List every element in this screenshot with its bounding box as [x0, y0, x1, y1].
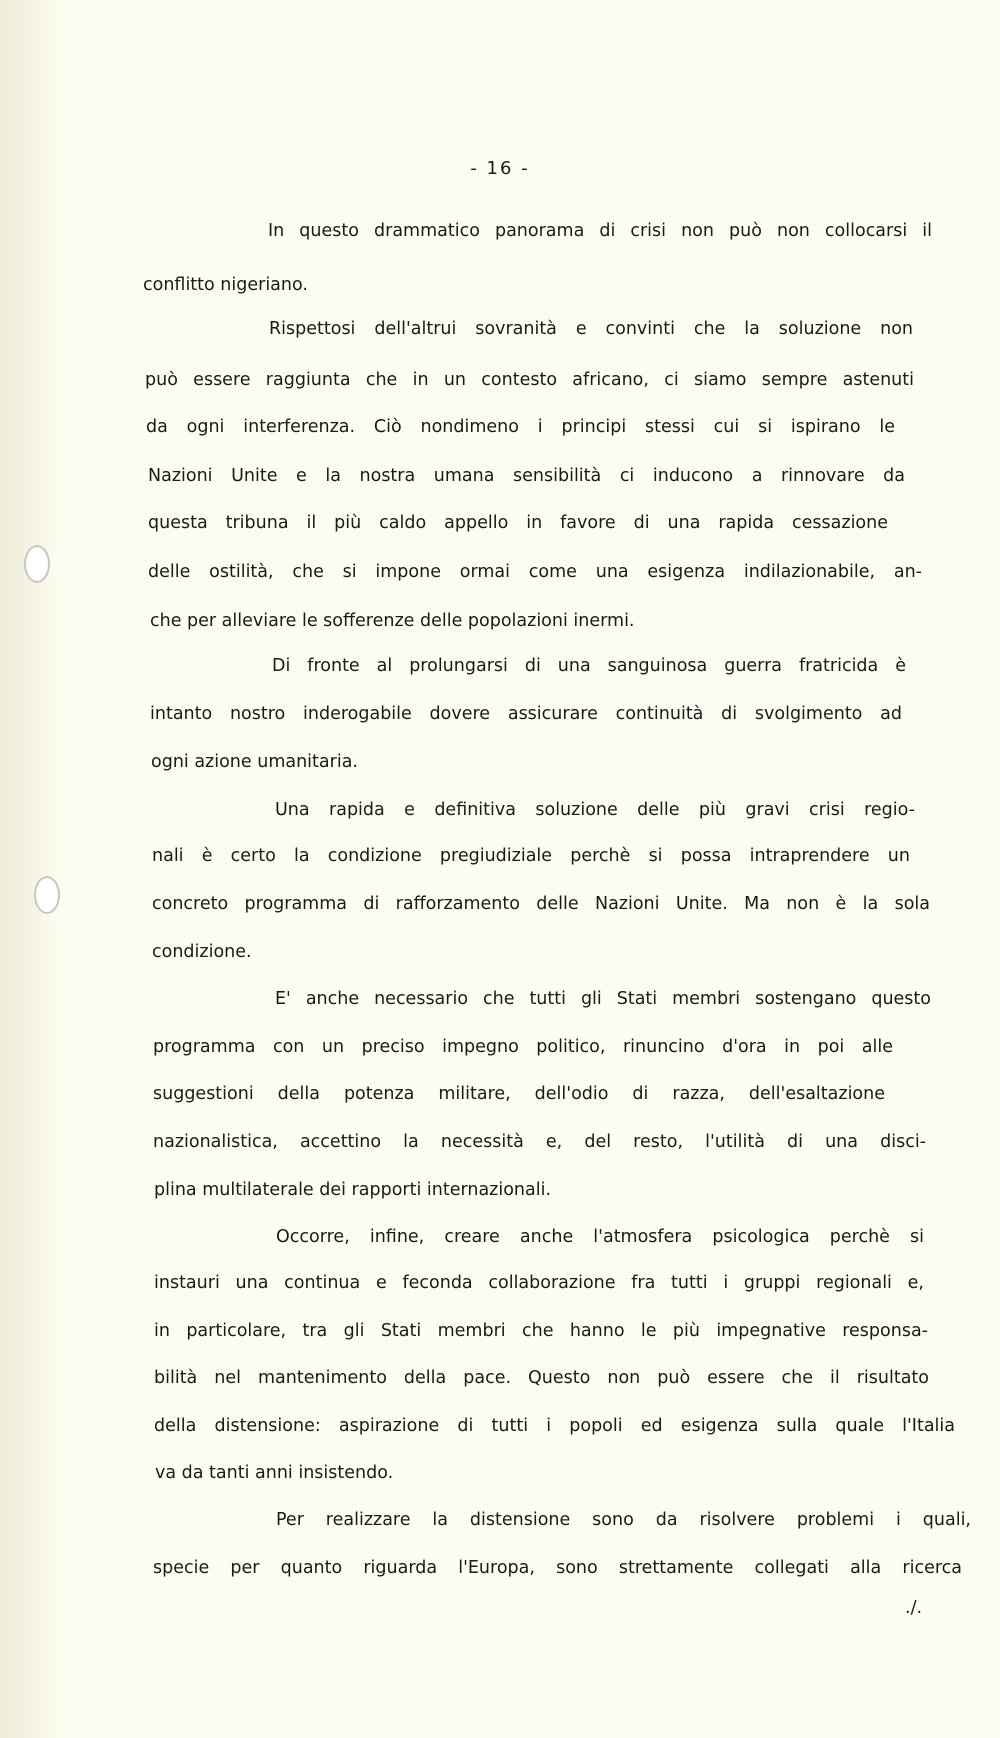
- text-line: ogni azione umanitaria.: [151, 752, 358, 772]
- text-line: In questo drammatico panorama di crisi non può non collocarsi il: [268, 221, 932, 241]
- text-line: E' anche necessario che tutti gli Stati membri sostengano questo: [275, 989, 931, 1009]
- text-line: bilità nel mantenimento della pace. Questo non può essere che il risultato: [154, 1368, 929, 1388]
- text-line: va da tanti anni insistendo.: [155, 1463, 394, 1483]
- text-line: Nazioni Unite e la nostra umana sensibilità ci inducono a rinnovare da: [148, 466, 905, 486]
- text-line: plina multilaterale dei rapporti internazionali.: [154, 1180, 552, 1200]
- text-line: Occorre, infine, creare anche l'atmosfera psicologica perchè si: [276, 1227, 924, 1247]
- text-line: questa tribuna il più caldo appello in favore di una rapida cessazione: [148, 513, 888, 533]
- continuation-mark: ./.: [905, 1598, 923, 1618]
- text-line: programma con un preciso impegno politico, rinuncino d'ora in poi alle: [153, 1037, 893, 1057]
- text-line: delle ostilità, che si impone ormai come una esigenza indilazionabile, an-: [148, 562, 922, 582]
- text-line: Per realizzare la distensione sono da risolvere problemi i quali,: [276, 1510, 971, 1530]
- text-line: da ogni interferenza. Ciò nondimeno i principi stessi cui si ispirano le: [146, 417, 895, 437]
- text-line: Rispettosi dell'altrui sovranità e convinti che la soluzione non: [269, 319, 913, 339]
- text-line: che per alleviare le sofferenze delle popolazioni inermi.: [150, 611, 635, 631]
- page-number: - 16 -: [470, 158, 530, 179]
- text-line: specie per quanto riguarda l'Europa, sono strettamente collegati alla ricerca: [153, 1558, 962, 1578]
- text-line: instauri una continua e feconda collaborazione fra tutti i gruppi regionali e,: [154, 1273, 924, 1293]
- text-line: concreto programma di rafforzamento delle Nazioni Unite. Ma non è la sola: [152, 894, 930, 914]
- text-line: intanto nostro inderogabile dovere assicurare continuità di svolgimento ad: [150, 704, 902, 724]
- punch-hole-upper: [24, 545, 50, 583]
- text-line: della distensione: aspirazione di tutti i popoli ed esigenza sulla quale l'Italia: [154, 1416, 955, 1436]
- text-line: suggestioni della potenza militare, dell'odio di razza, dell'esaltazione: [153, 1084, 885, 1104]
- text-line: nazionalistica, accettino la necessità e, del resto, l'utilità di una disci-: [153, 1132, 926, 1152]
- text-line: Una rapida e definitiva soluzione delle più gravi crisi regio-: [275, 800, 915, 820]
- text-line: conflitto nigeriano.: [143, 275, 308, 295]
- punch-hole-lower: [34, 876, 60, 914]
- text-line: condizione.: [152, 942, 252, 962]
- text-line: può essere raggiunta che in un contesto africano, ci siamo sempre astenuti: [145, 370, 914, 390]
- text-line: Di fronte al prolungarsi di una sanguinosa guerra fratricida è: [272, 656, 906, 676]
- text-line: nali è certo la condizione pregiudiziale perchè si possa intraprendere un: [152, 846, 910, 866]
- text-line: in particolare, tra gli Stati membri che hanno le più impegnative responsa-: [154, 1321, 928, 1341]
